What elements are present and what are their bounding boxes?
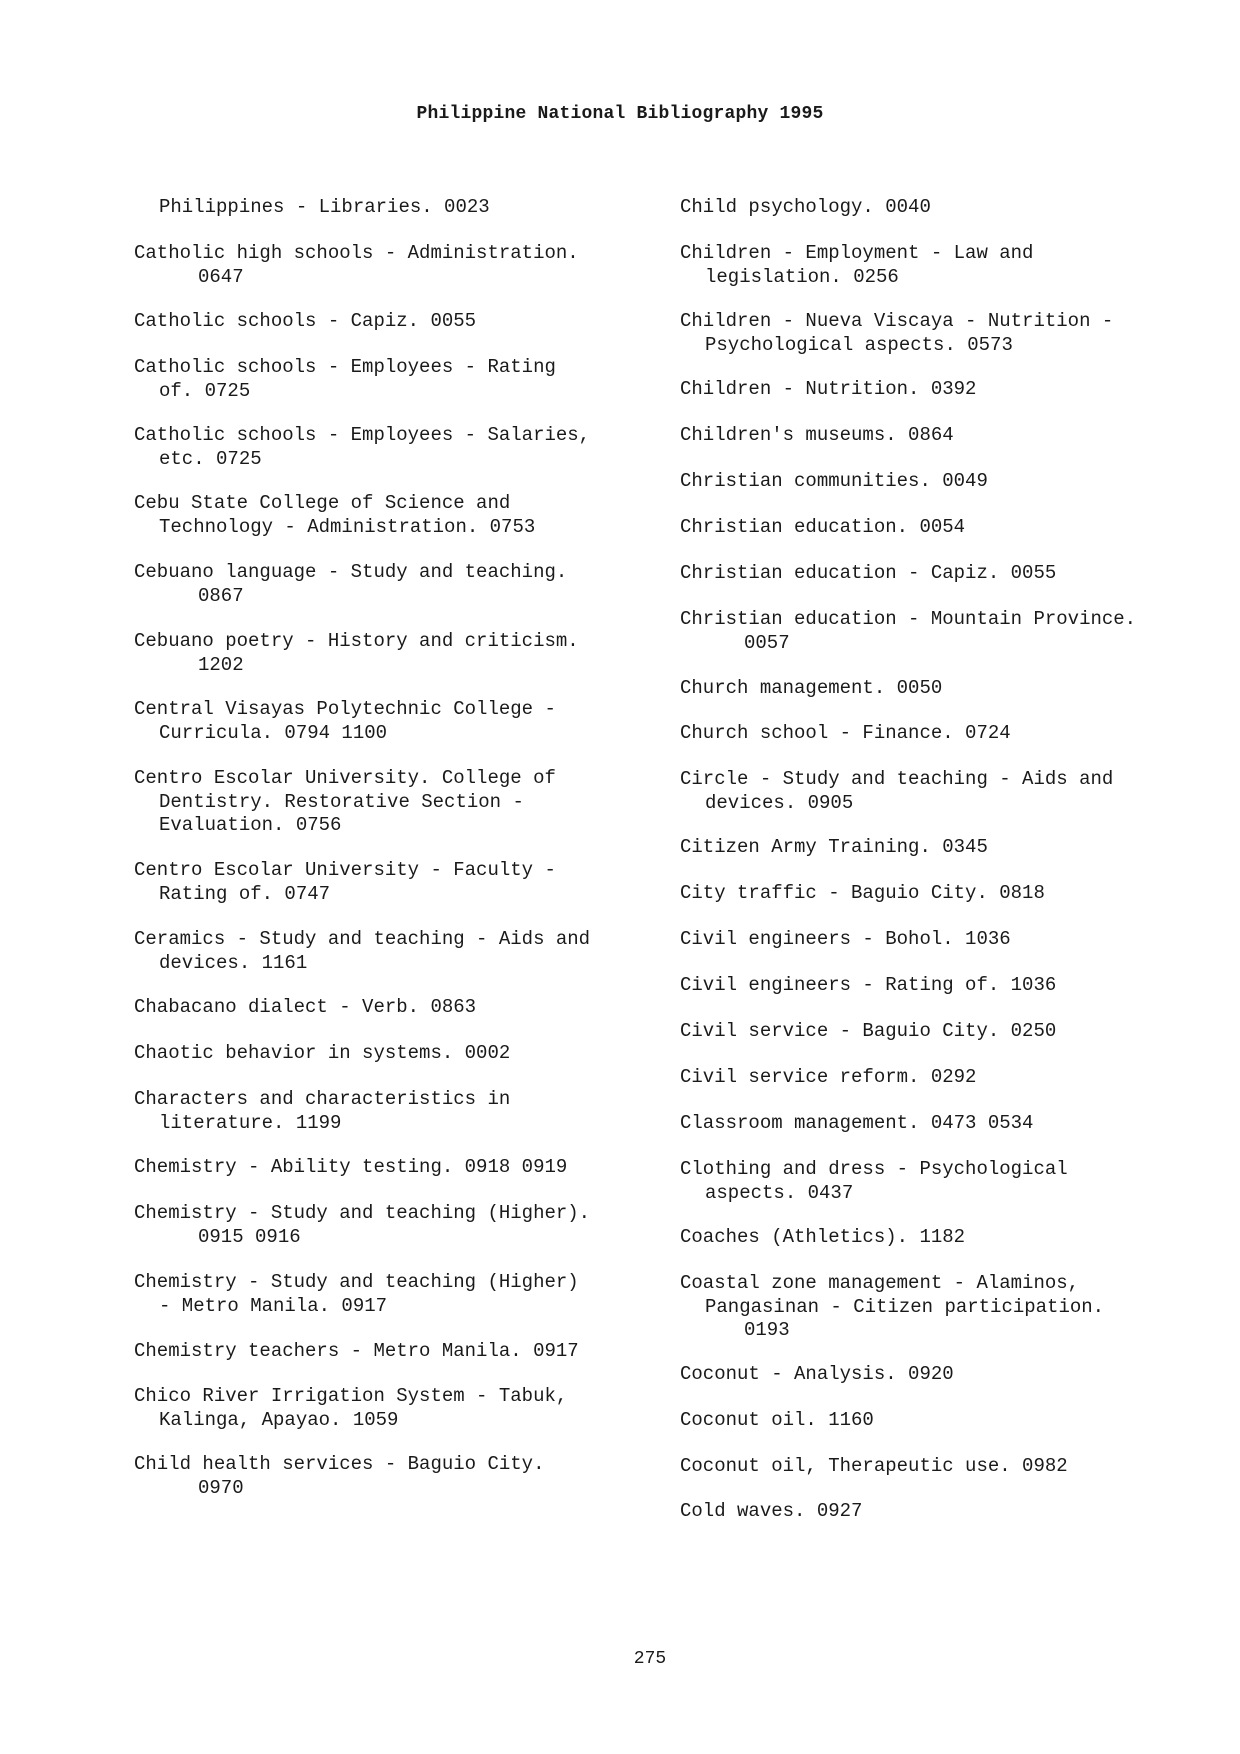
entry-heading: Centro Escolar University - Faculty -: [134, 859, 556, 881]
entry-continuation: Curricula. 0794 1100: [159, 721, 388, 744]
entry-heading: Children - Nutrition. 0392: [680, 378, 977, 400]
index-entry: [680, 1112, 1033, 1136]
index-entry: [134, 356, 556, 403]
entry-heading: Christian communities. 0049: [680, 470, 988, 492]
page-title: Philippine National Bibliography 1995: [416, 104, 824, 124]
entry-continuation: Dentistry. Restorative Section -: [159, 790, 524, 813]
page-number: 275: [633, 1649, 667, 1669]
entry-heading: Chemistry - Study and teaching (Higher).: [134, 1202, 591, 1224]
entry-heading: Children - Employment - Law and: [680, 242, 1034, 264]
entry-heading: Centro Escolar University. College of: [134, 767, 556, 789]
index-entry: [680, 310, 1113, 357]
entry-heading: Coconut oil, Therapeutic use. 0982: [680, 1455, 1068, 1477]
index-entry: [680, 562, 1056, 586]
index-entry: [134, 1385, 567, 1432]
entry-continuation: - Metro Manila. 0917: [159, 1294, 388, 1317]
entry-continuation: Psychological aspects. 0573: [705, 333, 1013, 356]
entry-continuation: 0970: [198, 1476, 244, 1499]
index-entry: [134, 859, 556, 906]
index-entry: [134, 424, 590, 471]
entry-continuation: Evaluation. 0756: [159, 814, 342, 836]
entry-continuation: 0915 0916: [198, 1225, 301, 1248]
entry-heading: Chemistry - Ability testing. 0918 0919: [134, 1156, 568, 1178]
entry-heading: Central Visayas Polytechnic College -: [134, 698, 556, 720]
entry-continuation: devices. 1161: [159, 951, 308, 974]
index-entry: [134, 1088, 510, 1135]
entry-heading: Chaotic behavior in systems. 0002: [134, 1042, 511, 1064]
entry-heading: Catholic schools - Employees - Salaries,: [134, 424, 591, 446]
index-entry: [680, 196, 931, 220]
entry-continuation: aspects. 0437: [705, 1181, 854, 1204]
index-entry: [680, 1500, 862, 1524]
entry-heading: Civil engineers - Rating of. 1036: [680, 974, 1057, 996]
entry-heading: Christian education - Capiz. 0055: [680, 562, 1057, 584]
entry-heading: Christian education. 0054: [680, 516, 966, 538]
index-entry: [680, 1409, 874, 1433]
entry-heading: Christian education - Mountain Province.: [680, 608, 1137, 630]
entry-heading: Cold waves. 0927: [680, 1500, 863, 1522]
entry-heading: Cebu State College of Science and: [134, 492, 511, 514]
index-entry: [680, 424, 954, 448]
entry-heading: Circle - Study and teaching - Aids and: [680, 768, 1114, 790]
entry-heading: Philippines - Libraries. 0023: [159, 196, 490, 218]
entry-continuation: devices. 0905: [705, 791, 854, 814]
index-entry: [680, 974, 1056, 998]
entry-continuation: Rating of. 0747: [159, 882, 331, 905]
index-entry: [134, 1156, 567, 1180]
entry-continuation: Pangasinan - Citizen participation.: [705, 1295, 1105, 1318]
entry-continuation: 0057: [744, 631, 790, 654]
entry-heading: Catholic schools - Employees - Rating: [134, 356, 556, 378]
index-entry: [680, 242, 1033, 289]
entry-heading: Chico River Irrigation System - Tabuk,: [134, 1385, 568, 1407]
index-entry: [134, 1453, 544, 1500]
index-entry: [134, 698, 556, 745]
index-entry: [680, 1363, 954, 1387]
index-entry: [134, 492, 535, 539]
index-entry: [134, 996, 476, 1020]
index-entry: [134, 310, 476, 334]
index-entry: [680, 1455, 1068, 1479]
index-entry: [680, 836, 988, 860]
entry-heading: Clothing and dress - Psychological: [680, 1158, 1068, 1180]
entry-heading: Civil engineers - Bohol. 1036: [680, 928, 1011, 950]
entry-heading: Coconut - Analysis. 0920: [680, 1363, 954, 1385]
index-entry: [680, 1158, 1068, 1205]
entry-heading: Chemistry teachers - Metro Manila. 0917: [134, 1340, 579, 1362]
entry-heading: Civil service - Baguio City. 0250: [680, 1020, 1057, 1042]
entry-heading: Cebuano poetry - History and criticism.: [134, 630, 579, 652]
entry-heading: Chemistry - Study and teaching (Higher): [134, 1271, 579, 1293]
index-entry: [680, 677, 942, 701]
index-entry: [134, 561, 567, 608]
entry-heading: Classroom management. 0473 0534: [680, 1112, 1034, 1134]
entry-heading: Coastal zone management - Alaminos,: [680, 1272, 1080, 1294]
index-entry: [134, 767, 556, 838]
index-entry: [680, 1226, 965, 1250]
entry-heading: City traffic - Baguio City. 0818: [680, 882, 1045, 904]
entry-continuation: Technology - Administration. 0753: [159, 515, 536, 538]
entry-heading: Characters and characteristics in: [134, 1088, 511, 1110]
entry-continuation: 0647: [198, 265, 244, 288]
index-entry: [134, 196, 490, 220]
entry-continuation: literature. 1199: [159, 1111, 342, 1134]
index-entry: [134, 1042, 510, 1066]
index-entry: [134, 1202, 590, 1249]
entry-continuation: 1202: [198, 653, 244, 676]
entry-heading: Coaches (Athletics). 1182: [680, 1226, 966, 1248]
index-entry: [680, 1020, 1056, 1044]
index-entry: [134, 242, 579, 289]
index-entry: [134, 1271, 579, 1318]
entry-heading: Children - Nueva Viscaya - Nutrition -: [680, 310, 1114, 332]
entry-heading: Church school - Finance. 0724: [680, 722, 1011, 744]
entry-heading: Ceramics - Study and teaching - Aids and: [134, 928, 591, 950]
entry-heading: Coconut oil. 1160: [680, 1409, 874, 1431]
entry-continuation: legislation. 0256: [705, 265, 899, 288]
entry-heading: Church management. 0050: [680, 677, 943, 699]
entry-heading: Catholic schools - Capiz. 0055: [134, 310, 477, 332]
index-entry: [134, 630, 579, 677]
index-entry: [680, 882, 1045, 906]
index-entry: [680, 378, 976, 402]
entry-heading: Child psychology. 0040: [680, 196, 931, 218]
entry-heading: Citizen Army Training. 0345: [680, 836, 988, 858]
index-entry: [680, 1066, 976, 1090]
index-entry: [680, 722, 1011, 746]
index-entry: [680, 608, 1136, 655]
entry-heading: Children's museums. 0864: [680, 424, 954, 446]
entry-heading: Civil service reform. 0292: [680, 1066, 977, 1088]
index-entry: [680, 516, 965, 540]
index-entry: [134, 1340, 579, 1364]
entry-continuation: of. 0725: [159, 379, 251, 402]
entry-continuation: 0193: [744, 1319, 790, 1341]
entry-heading: Child health services - Baguio City.: [134, 1453, 545, 1475]
index-entry: [680, 768, 1113, 815]
entry-heading: Cebuano language - Study and teaching.: [134, 561, 568, 583]
entry-heading: Catholic high schools - Administration.: [134, 242, 579, 264]
index-entry: [680, 1272, 1104, 1343]
index-entry: [680, 928, 1011, 952]
entry-continuation: 0867: [198, 584, 244, 607]
entry-continuation: etc. 0725: [159, 447, 262, 470]
index-entry: [134, 928, 590, 975]
entry-continuation: Kalinga, Apayao. 1059: [159, 1408, 399, 1431]
entry-heading: Chabacano dialect - Verb. 0863: [134, 996, 477, 1018]
index-entry: [680, 470, 988, 494]
